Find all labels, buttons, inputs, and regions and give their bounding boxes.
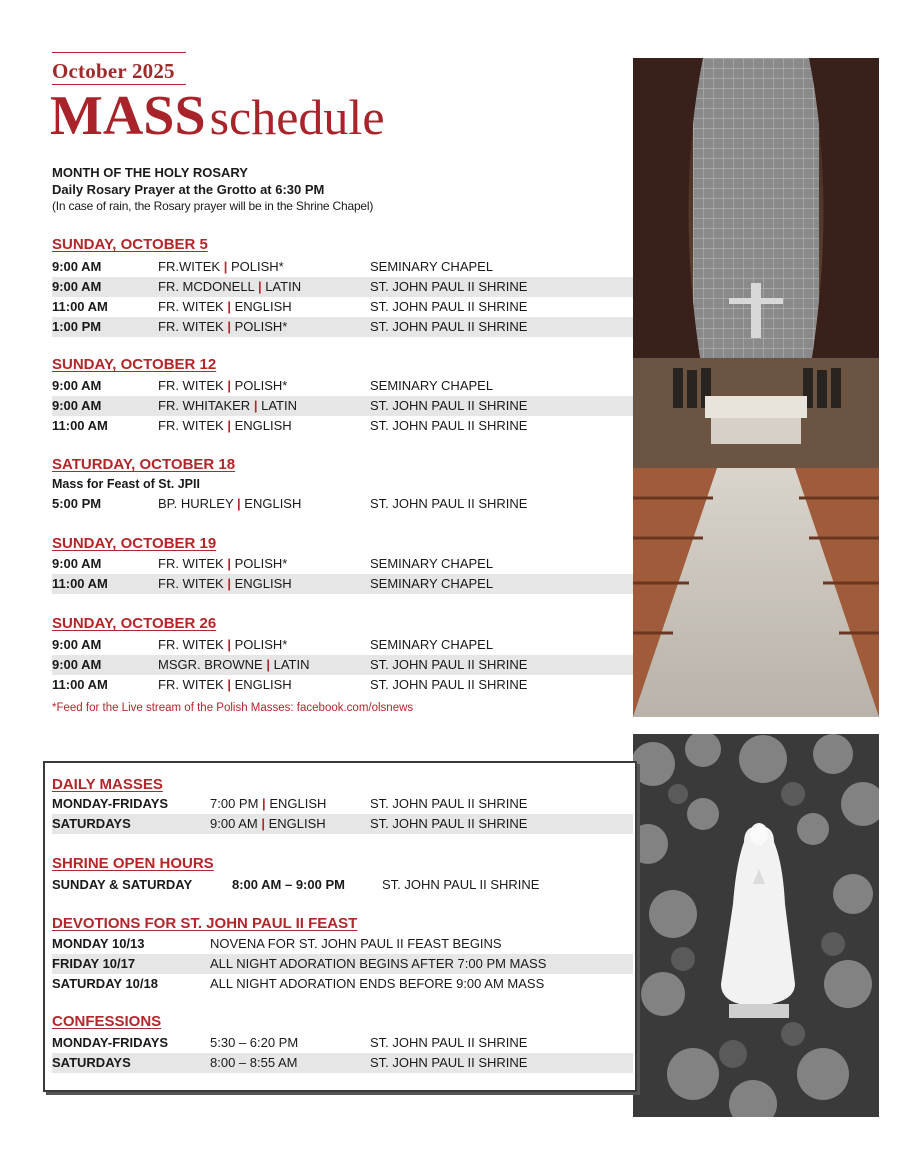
row-location: ST. JOHN PAUL II SHRINE bbox=[370, 816, 528, 831]
intro-rosary-time: Daily Rosary Prayer at the Grotto at 6:30 PM bbox=[52, 182, 325, 197]
row-celebrant: FR. WITEK bbox=[158, 576, 224, 591]
row-day: MONDAY 10/13 bbox=[52, 936, 145, 951]
row-time: 9:00 AM bbox=[52, 657, 102, 672]
row-celebrant-language bbox=[158, 317, 287, 337]
row-location: ST. JOHN PAUL II SHRINE bbox=[370, 279, 528, 294]
daily-masses-heading: DAILY MASSES bbox=[52, 776, 163, 793]
row-celebrant: FR. WITEK bbox=[158, 378, 224, 393]
section-note: Mass for Feast of St. JPII bbox=[52, 477, 200, 491]
row-location: SEMINARY CHAPEL bbox=[370, 259, 494, 274]
row-celebrant-language bbox=[158, 494, 301, 514]
row-location: ST. JOHN PAUL II SHRINE bbox=[370, 796, 528, 811]
row-location: SEMINARY CHAPEL bbox=[370, 556, 494, 571]
divider-pipe: | bbox=[261, 816, 265, 831]
row-time: 11:00 AM bbox=[52, 418, 108, 433]
row-celebrant: FR. WITEK bbox=[158, 299, 224, 314]
row-language: POLISH* bbox=[234, 319, 288, 334]
divider-pipe: | bbox=[266, 657, 270, 672]
row-time: 7:00 PM bbox=[210, 796, 259, 811]
divider-pipe: | bbox=[253, 398, 258, 413]
row-day: MONDAY-FRIDAYS bbox=[52, 796, 169, 811]
divider-pipe: | bbox=[223, 259, 228, 274]
schedule-row bbox=[52, 416, 633, 436]
row-language: ENGLISH bbox=[244, 496, 302, 511]
row-location: ST. JOHN PAUL II SHRINE bbox=[370, 496, 528, 511]
schedule-row bbox=[52, 317, 633, 337]
row-language: ENGLISH bbox=[269, 796, 327, 811]
confession-row bbox=[52, 1053, 633, 1073]
row-time: 9:00 AM bbox=[52, 259, 102, 274]
confessions-heading: CONFESSIONS bbox=[52, 1013, 162, 1030]
divider-pipe: | bbox=[227, 299, 231, 314]
schedule-row bbox=[52, 277, 633, 297]
row-celebrant: BP. HURLEY bbox=[158, 496, 234, 511]
schedule-row bbox=[52, 635, 633, 655]
row-day: SATURDAY 10/18 bbox=[52, 976, 158, 991]
row-language: POLISH* bbox=[234, 556, 288, 571]
row-celebrant: FR. WHITAKER bbox=[158, 398, 251, 413]
section-heading: SUNDAY, OCTOBER 26 bbox=[52, 615, 217, 632]
row-day: FRIDAY 10/17 bbox=[52, 956, 136, 971]
row-language: LATIN bbox=[261, 398, 297, 413]
page-title bbox=[50, 85, 385, 147]
section-heading: SUNDAY, OCTOBER 5 bbox=[52, 236, 208, 253]
row-celebrant-language bbox=[158, 376, 287, 396]
row-day: SATURDAYS bbox=[52, 816, 131, 831]
intro-rosary-month: MONTH OF THE HOLY ROSARY bbox=[52, 165, 248, 180]
row-day: MONDAY-FRIDAYS bbox=[52, 1035, 169, 1050]
row-language: ENGLISH bbox=[234, 299, 292, 314]
row-celebrant-language bbox=[158, 277, 301, 297]
row-day: SATURDAYS bbox=[52, 1055, 131, 1070]
shrine-interior-photo bbox=[633, 58, 879, 717]
row-language: POLISH* bbox=[231, 259, 284, 274]
row-celebrant-language bbox=[158, 416, 292, 436]
devotions-heading: DEVOTIONS FOR ST. JOHN PAUL II FEAST bbox=[52, 915, 358, 932]
row-language: LATIN bbox=[265, 279, 302, 294]
schedule-row bbox=[52, 494, 633, 514]
row-celebrant-language bbox=[158, 574, 292, 594]
livestream-footnote: *Feed for the Live stream of the Polish Masses: facebook.com/olsnews bbox=[52, 702, 414, 714]
row-location: SEMINARY CHAPEL bbox=[370, 576, 494, 591]
devotion-row bbox=[52, 934, 633, 954]
divider-pipe: | bbox=[262, 796, 266, 811]
row-celebrant: FR. WITEK bbox=[158, 319, 224, 334]
divider-pipe: | bbox=[257, 279, 262, 294]
row-time: 11:00 AM bbox=[52, 576, 108, 591]
row-language: LATIN bbox=[273, 657, 310, 672]
row-location: ST. JOHN PAUL II SHRINE bbox=[370, 677, 528, 692]
row-time-language bbox=[210, 794, 326, 814]
daily-row bbox=[52, 794, 633, 814]
header-rule-top bbox=[52, 52, 186, 53]
divider-pipe: | bbox=[227, 319, 231, 334]
row-language: ENGLISH bbox=[268, 816, 326, 831]
divider-pipe: | bbox=[227, 677, 231, 692]
intro-block bbox=[52, 164, 373, 215]
row-celebrant: FR. WITEK bbox=[158, 677, 224, 692]
devotion-row bbox=[52, 954, 633, 974]
row-time: 11:00 AM bbox=[52, 677, 108, 692]
row-location: ST. JOHN PAUL II SHRINE bbox=[370, 299, 528, 314]
schedule-row bbox=[52, 675, 633, 695]
schedule-row bbox=[52, 655, 633, 675]
row-celebrant: FR.WITEK bbox=[158, 259, 221, 274]
daily-row bbox=[52, 814, 633, 834]
row-time-language bbox=[210, 814, 326, 834]
row-celebrant-language bbox=[158, 396, 297, 416]
row-location: ST. JOHN PAUL II SHRINE bbox=[370, 1035, 528, 1050]
row-celebrant-language bbox=[158, 554, 287, 574]
divider-pipe: | bbox=[227, 576, 231, 591]
row-location: ST. JOHN PAUL II SHRINE bbox=[370, 398, 528, 413]
row-celebrant-language bbox=[158, 297, 292, 317]
row-language: ENGLISH bbox=[234, 418, 292, 433]
row-celebrant: FR. WITEK bbox=[158, 556, 224, 571]
divider-pipe: | bbox=[237, 496, 241, 511]
schedule-row bbox=[52, 376, 633, 396]
row-language: POLISH* bbox=[234, 637, 288, 652]
row-location: SEMINARY CHAPEL bbox=[370, 637, 494, 652]
title-rest: schedule bbox=[209, 89, 385, 145]
schedule-row bbox=[52, 257, 633, 277]
row-celebrant-language bbox=[158, 655, 310, 675]
row-celebrant: FR. WITEK bbox=[158, 637, 224, 652]
schedule-row bbox=[52, 554, 633, 574]
confession-row bbox=[52, 1033, 633, 1053]
schedule-row bbox=[52, 396, 633, 416]
row-location: ST. JOHN PAUL II SHRINE bbox=[370, 319, 528, 334]
row-celebrant: FR. MCDONELL bbox=[158, 279, 255, 294]
divider-pipe: | bbox=[227, 378, 231, 393]
row-celebrant-language bbox=[158, 675, 292, 695]
schedule-row bbox=[52, 297, 633, 317]
row-time: 1:00 PM bbox=[52, 319, 102, 334]
row-time: 9:00 AM bbox=[52, 398, 102, 413]
row-language: ENGLISH bbox=[234, 677, 292, 692]
row-language: POLISH* bbox=[234, 378, 288, 393]
row-time: 9:00 AM bbox=[52, 279, 102, 294]
schedule-row bbox=[52, 574, 633, 594]
row-time: 9:00 AM bbox=[52, 556, 102, 571]
row-celebrant: MSGR. BROWNE bbox=[158, 657, 263, 672]
divider-pipe: | bbox=[227, 418, 231, 433]
row-text: ALL NIGHT ADORATION BEGINS AFTER 7:00 PM MASS bbox=[210, 956, 547, 971]
row-time: 8:00 AM – 9:00 PM bbox=[232, 877, 345, 892]
section-heading: SUNDAY, OCTOBER 12 bbox=[52, 356, 217, 373]
row-celebrant: FR. WITEK bbox=[158, 418, 224, 433]
row-location: ST. JOHN PAUL II SHRINE bbox=[370, 1055, 528, 1070]
row-language: ENGLISH bbox=[234, 576, 292, 591]
row-location: ST. JOHN PAUL II SHRINE bbox=[370, 657, 528, 672]
hours-row bbox=[52, 875, 633, 895]
row-time: 9:00 AM bbox=[52, 378, 102, 393]
grotto-statue-photo bbox=[633, 734, 879, 1117]
row-text: NOVENA FOR ST. JOHN PAUL II FEAST BEGINS bbox=[210, 936, 502, 951]
row-celebrant-language bbox=[158, 257, 284, 277]
intro-rain-note: (In case of rain, the Rosary prayer will be in the Shrine Chapel) bbox=[52, 199, 374, 213]
row-location: SEMINARY CHAPEL bbox=[370, 378, 494, 393]
row-time: 5:00 PM bbox=[52, 496, 102, 511]
devotion-row bbox=[52, 974, 633, 994]
row-location: ST. JOHN PAUL II SHRINE bbox=[382, 877, 540, 892]
month-label: October 2025 bbox=[52, 59, 175, 83]
row-time: 9:00 AM bbox=[52, 637, 102, 652]
shrine-hours-heading: SHRINE OPEN HOURS bbox=[52, 855, 214, 872]
section-heading: SATURDAY, OCTOBER 18 bbox=[52, 456, 236, 473]
row-text: ALL NIGHT ADORATION ENDS BEFORE 9:00 AM MASS bbox=[210, 976, 545, 991]
row-time: 5:30 – 6:20 PM bbox=[210, 1035, 299, 1050]
section-heading: SUNDAY, OCTOBER 19 bbox=[52, 535, 217, 552]
title-main: MASS bbox=[50, 85, 206, 147]
row-time: 8:00 – 8:55 AM bbox=[210, 1055, 298, 1070]
divider-pipe: | bbox=[227, 556, 231, 571]
divider-pipe: | bbox=[227, 637, 231, 652]
row-time: 9:00 AM bbox=[210, 816, 258, 831]
row-time: 11:00 AM bbox=[52, 299, 108, 314]
row-celebrant-language bbox=[158, 635, 287, 655]
row-location: ST. JOHN PAUL II SHRINE bbox=[370, 418, 528, 433]
row-day: SUNDAY & SATURDAY bbox=[52, 877, 193, 892]
